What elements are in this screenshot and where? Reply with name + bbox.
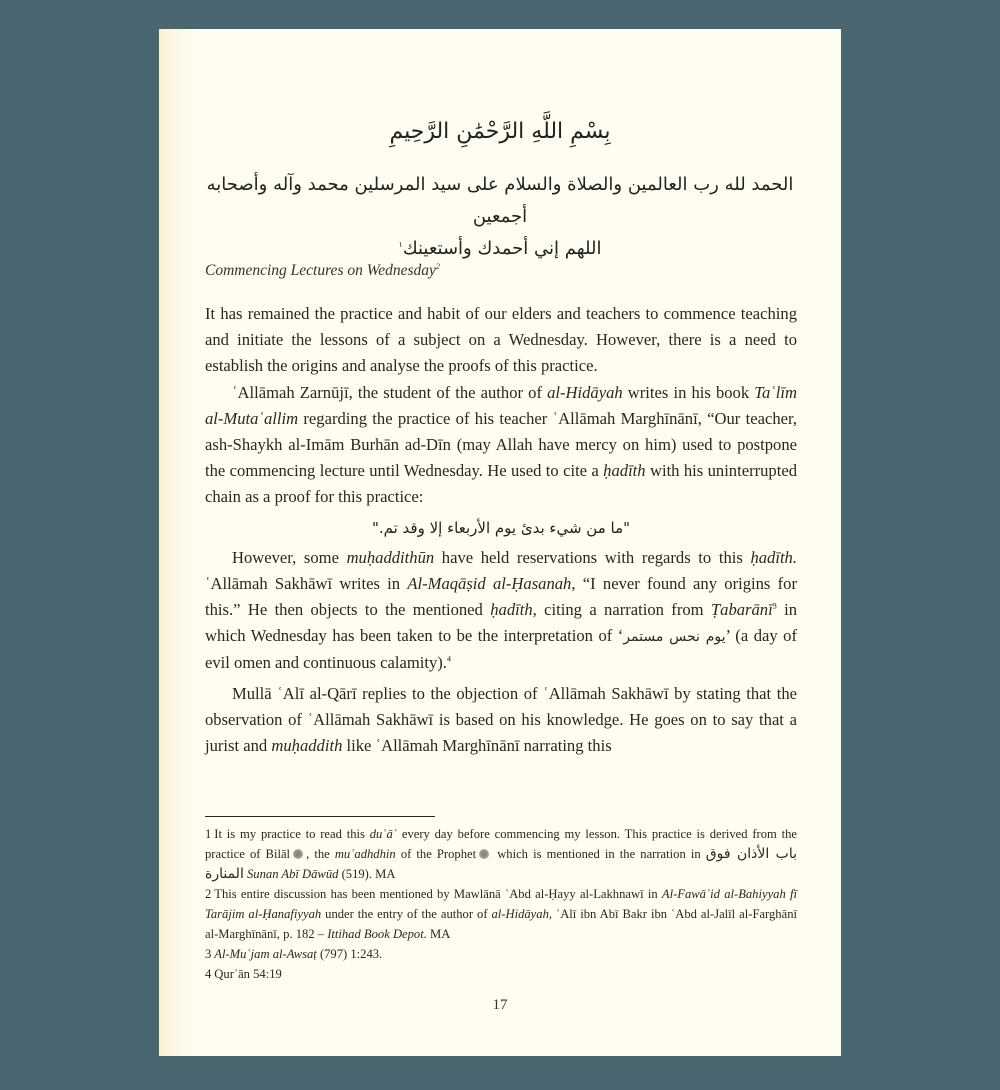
paragraph-1: It has remained the practice and habit of our elders and teachers to commence teaching and initiate the lessons of a subject on a Wednesday. However, there is a need to establish the origins and analyse the proofs of this practice.: [205, 304, 797, 376]
paragraph-2: ʿAllāmah Zarnūjī, the student of the author of al-Hidāyah writes in his book Taʿlīm al-Mutaʿallim regarding the practice of his teacher ʿAllāmah Marghīnānī, “Our teacher, ash-Shaykh al-Imām Burhān ad-Dīn (may Allah have mercy on him) used to postpone the commencing lecture until Wednesday. He used to cite a ḥadīth with his uninterrupted chain as a proof for this practice:: [205, 382, 798, 507]
arabic-hadith-quote: "ما من شيء بدئ يوم الأربعاء إلا وقد تم.": [371, 518, 631, 537]
page-number: 17: [492, 997, 508, 1013]
salawat-honorific-icon: [479, 849, 489, 859]
footnote-1: 1 It is my practice to read this duʿāʾ every day before commencing my lesson. This practice is derived from the practice of Bilāl , the muʾadhdhin of the Prophet which is mentioned in the narration in باب الأذان فوق المنارة Sunan Abī Dāwūd (519). MA: [205, 827, 798, 882]
paragraph-3: However, some muḥaddithūn have held reservations with regards to this ḥadīth. ʿAllāmah Sakhāwī writes in Al-Maqāṣid al-Ḥasanah, “I never found any origins for this.” He then objects to the mentioned ḥadīth, citing a narration from Ṭabarānī$^3$ in which Wednesday has been taken to be the interpretation of ‘يوم نحس مستمر’ (a day of evil omen and continuous calamity).$^4$: [205, 547, 797, 673]
arabic-inline-phrase: يوم نحس مستمر: [623, 629, 726, 646]
paragraph-4: Mullā ʿAlī al-Qārī replies to the objection of ʿAllāmah Sakhāwī by stating that the observation of ʿAllāmah Sakhāwī is based on his knowledge. He goes on to say that a jurist and muḥaddith like ʿAllāmah Marghīnānī narrating this: [205, 683, 797, 756]
arabic-chapter-title: باب الأذان فوق المنارة: [205, 846, 798, 882]
main-text: [205, 259, 797, 759]
footnote-4: 4 Qurʾān 54:19: [205, 967, 282, 981]
radiyallahu-anhu-honorific-icon: [293, 849, 303, 859]
footnotes: [205, 824, 797, 984]
arabic-opening-line-2: اللهم إني أحمدك وأستعينك$^١$: [398, 238, 602, 259]
footnote-ref-1: ١: [398, 240, 403, 249]
footnote-ref-2: 2: [435, 261, 440, 271]
book-page: [159, 29, 841, 1056]
section-heading: Commencing Lectures on Wednesday$^2$: [205, 261, 440, 279]
arabic-opening-line-1: الحمد لله رب العالمين والصلاة والسلام على سيد المرسلين محمد وآله وأصحابه أجمعين: [206, 174, 794, 227]
footnote-3: 3 Al-Muʿjam al-Awsaṭ (797) 1:243.: [205, 947, 383, 961]
footnote-ref-3: 3: [772, 601, 777, 611]
footnote-divider: [205, 816, 435, 817]
footnote-ref-4: 4: [446, 654, 451, 664]
arabic-opening-dua: [199, 169, 801, 265]
footnote-2: 2 This entire discussion has been mentioned by Mawlānā ʿAbd al-Ḥayy al-Lakhnawī in Al-Fawāʾid al-Bahiyyah fī Tarājim al-Ḥanafiyyah under the entry of the author of al-Hidāyah, ʿAlī ibn Abī Bakr ibn ʿAbd al-Jalīl al-Farghānī al-Marghīnānī, p. 182 – Ittihad Book Depot. MA: [205, 887, 797, 941]
bismillah-calligraphy: بِسْمِ اللَّهِ الرَّحْمَٰنِ الرَّحِيمِ: [389, 119, 611, 144]
